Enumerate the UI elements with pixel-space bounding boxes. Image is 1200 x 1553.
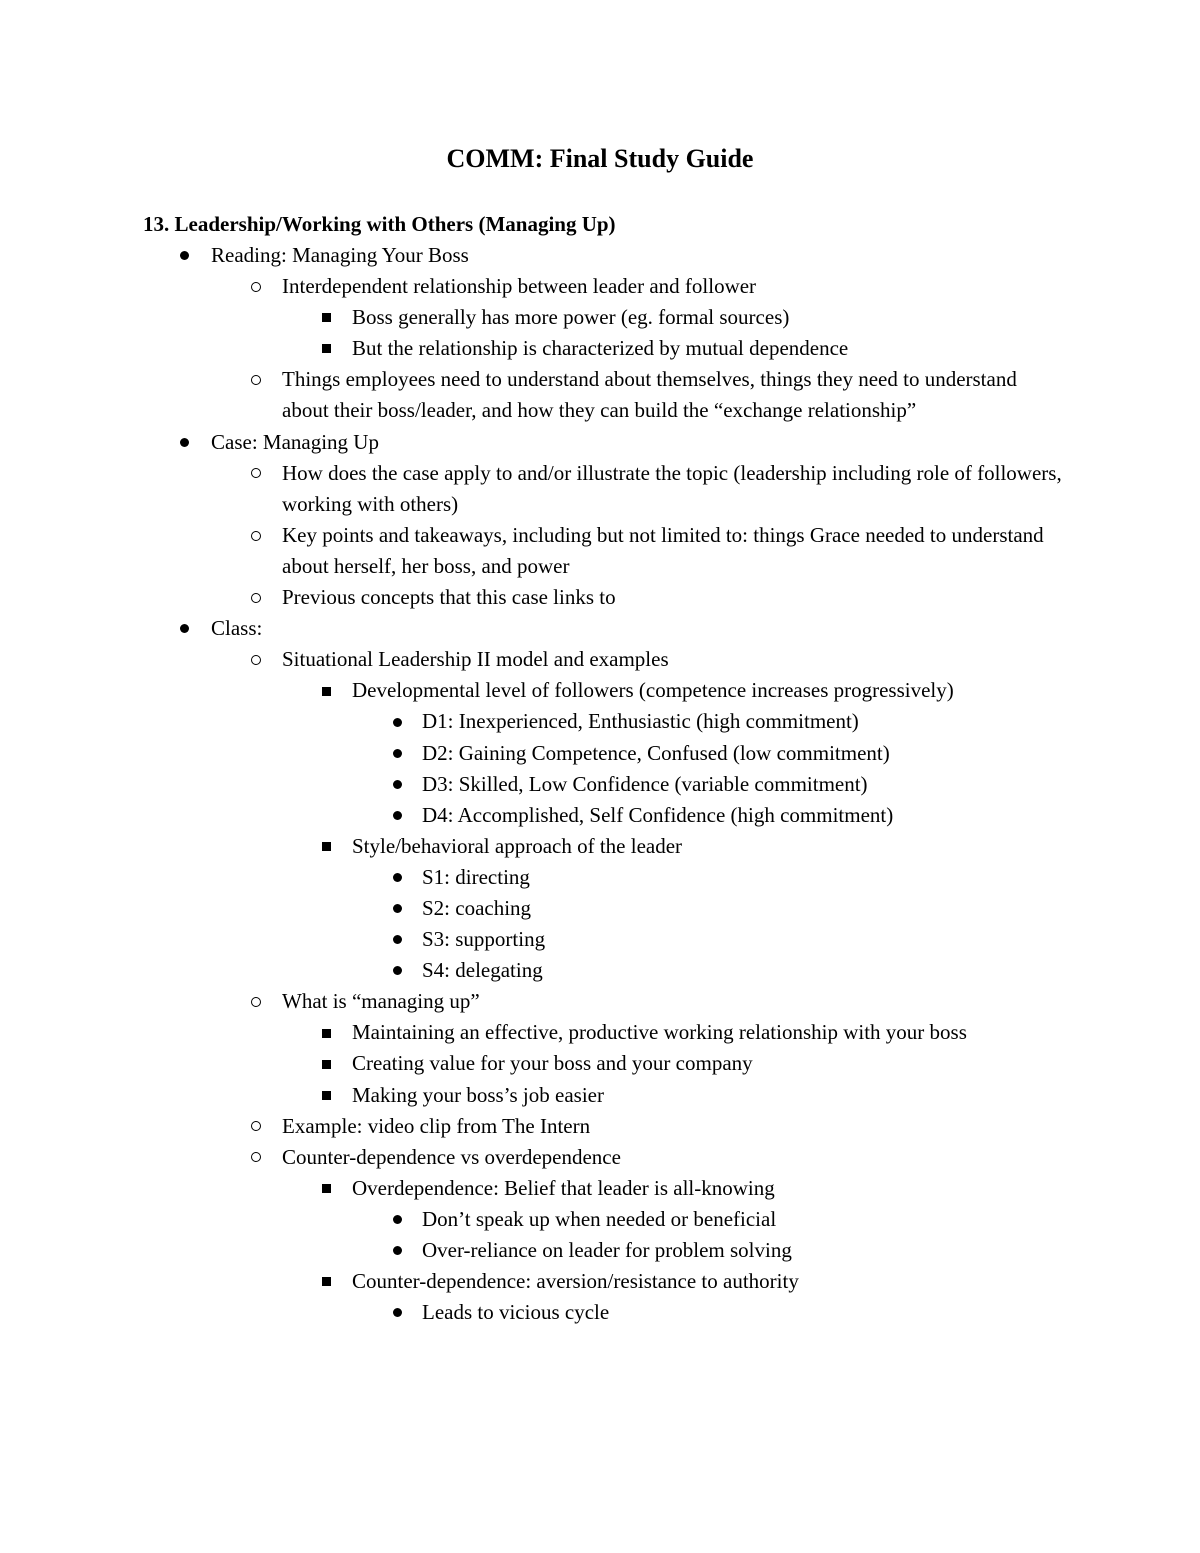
outline-item-level-4 bbox=[0, 769, 1062, 800]
outline-item-level-3 bbox=[0, 1017, 1062, 1048]
outline-item-text: D2: Gaining Competence, Confused (low commitment) bbox=[422, 740, 890, 765]
outline-item-level-2 bbox=[0, 271, 1062, 302]
bullet-icon bbox=[387, 738, 407, 769]
outline-item-text: Class: bbox=[211, 616, 263, 641]
square-bullet-icon bbox=[316, 1017, 336, 1048]
outline-item-text: Counter-dependence: aversion/resistance to authority bbox=[352, 1269, 799, 1294]
bullet-icon bbox=[174, 613, 194, 644]
bullet-icon bbox=[387, 893, 407, 924]
outline-item-level-4 bbox=[0, 1235, 1062, 1266]
circle-bullet-icon bbox=[246, 271, 266, 302]
outline-item-level-4 bbox=[0, 738, 1062, 769]
outline-item-level-4 bbox=[0, 1204, 1062, 1235]
outline-item-level-2 bbox=[0, 520, 1062, 582]
outline-item-level-4 bbox=[0, 800, 1062, 831]
outline-item-text: Situational Leadership II model and examples bbox=[282, 647, 669, 672]
circle-bullet-icon bbox=[246, 520, 266, 551]
outline-item-level-1 bbox=[0, 613, 1061, 644]
outline-item-text: Case: Managing Up bbox=[211, 429, 379, 454]
bullet-icon bbox=[387, 1204, 407, 1235]
outline-item-level-3 bbox=[0, 1080, 1062, 1111]
page-title: COMM: Final Study Guide bbox=[446, 144, 754, 173]
outline-item-level-2 bbox=[0, 364, 1062, 426]
outline-item-text: How does the case apply to and/or illustrate the topic (leadership including role of followers, working with others) bbox=[282, 460, 1062, 516]
outline-item-level-4 bbox=[0, 706, 1062, 737]
outline-item-text: Style/behavioral approach of the leader bbox=[352, 833, 683, 858]
outline-item-text: Over-reliance on leader for problem solving bbox=[422, 1238, 792, 1262]
square-bullet-icon bbox=[316, 333, 336, 364]
outline-item-level-2 bbox=[0, 644, 1062, 675]
circle-bullet-icon bbox=[246, 986, 266, 1017]
outline-item-level-4 bbox=[0, 893, 1062, 924]
outline-item-text: Making your boss’s job easier bbox=[352, 1082, 604, 1107]
outline-item-level-3 bbox=[0, 333, 1062, 364]
bullet-icon bbox=[387, 800, 407, 831]
bullet-icon bbox=[387, 1235, 407, 1266]
outline-item-text: Creating value for your boss and your company bbox=[352, 1051, 753, 1076]
outline-item-level-3 bbox=[0, 831, 1062, 862]
square-bullet-icon bbox=[316, 1048, 336, 1079]
square-bullet-icon bbox=[316, 831, 336, 862]
square-bullet-icon bbox=[316, 302, 336, 333]
square-bullet-icon bbox=[316, 1080, 336, 1111]
outline-item-text: D4: Accomplished, Self Confidence (high commitment) bbox=[422, 802, 894, 827]
outline-item-text: D3: Skilled, Low Confidence (variable commitment) bbox=[422, 771, 868, 796]
square-bullet-icon bbox=[316, 1266, 336, 1297]
outline-item-level-2 bbox=[0, 458, 1062, 520]
outline-item-level-3 bbox=[0, 1173, 1062, 1204]
circle-bullet-icon bbox=[246, 644, 266, 675]
section-heading: 13. Leadership/Working with Others (Managing Up) bbox=[143, 212, 616, 236]
bullet-icon bbox=[387, 862, 407, 893]
outline-item-text: But the relationship is characterized by mutual dependence bbox=[352, 336, 849, 361]
outline-item-text: Key points and takeaways, including but not limited to: things Grace needed to understand about herself, her boss, and power bbox=[282, 522, 1044, 578]
outline-item-text: Boss generally has more power (eg. formal sources) bbox=[352, 305, 790, 330]
bullet-icon bbox=[387, 924, 407, 955]
outline-item-text: S2: coaching bbox=[422, 895, 532, 920]
circle-bullet-icon bbox=[246, 1142, 266, 1173]
outline-item-level-3 bbox=[0, 302, 1062, 333]
outline-item-level-2 bbox=[0, 1111, 1062, 1142]
outline-item-text: Previous concepts that this case links to bbox=[282, 585, 616, 610]
bullet-icon bbox=[387, 706, 407, 737]
outline-item-level-2 bbox=[0, 986, 1062, 1017]
circle-bullet-icon bbox=[246, 582, 266, 613]
outline-list bbox=[0, 240, 1200, 1328]
outline-item-level-2 bbox=[0, 1142, 1062, 1173]
bullet-icon bbox=[387, 955, 407, 986]
outline-item-level-4 bbox=[0, 924, 1062, 955]
outline-item-level-4 bbox=[0, 1297, 1062, 1328]
outline-item-text: S1: directing bbox=[422, 864, 530, 889]
outline-item-level-2 bbox=[0, 582, 1062, 613]
outline-item-text: Example: video clip from The Intern bbox=[282, 1113, 591, 1138]
outline-item-text: S3: supporting bbox=[422, 927, 546, 952]
circle-bullet-icon bbox=[246, 364, 266, 395]
outline-item-text: Overdependence: Belief that leader is all-knowing bbox=[352, 1175, 775, 1200]
outline-item-level-4 bbox=[0, 862, 1062, 893]
outline-item-text: Counter-dependence vs overdependence bbox=[282, 1144, 621, 1169]
outline-item-level-3 bbox=[0, 1048, 1062, 1079]
outline-item-level-3 bbox=[0, 1266, 1062, 1297]
square-bullet-icon bbox=[316, 1173, 336, 1204]
bullet-icon bbox=[174, 427, 194, 458]
outline-item-text: Reading: Managing Your Boss bbox=[211, 243, 469, 267]
outline-item-level-4 bbox=[0, 955, 1062, 986]
bullet-icon bbox=[387, 769, 407, 800]
outline-item-text: Interdependent relationship between leader and follower bbox=[282, 274, 757, 299]
outline-item-text: Maintaining an effective, productive working relationship with your boss bbox=[352, 1020, 967, 1045]
outline-item-text: What is “managing up” bbox=[282, 989, 480, 1014]
outline-item-level-3 bbox=[0, 675, 1062, 706]
outline-item-text: Don’t speak up when needed or beneficial bbox=[422, 1206, 777, 1231]
circle-bullet-icon bbox=[246, 1111, 266, 1142]
bullet-icon bbox=[387, 1297, 407, 1328]
outline-item-text: Developmental level of followers (competence increases progressively) bbox=[352, 678, 954, 703]
outline-item-text: Leads to vicious cycle bbox=[422, 1300, 610, 1325]
bullet-icon bbox=[174, 240, 194, 271]
outline-item-text: S4: delegating bbox=[422, 958, 543, 983]
outline-item-text: Things employees need to understand about themselves, things they need to understand about their boss/leader, and how they can build the “exchange relationship” bbox=[282, 367, 1017, 423]
outline-item-text: D1: Inexperienced, Enthusiastic (high commitment) bbox=[422, 709, 859, 734]
circle-bullet-icon bbox=[246, 458, 266, 489]
outline-item-level-1 bbox=[0, 240, 1061, 271]
outline-item-level-1 bbox=[0, 427, 1061, 458]
square-bullet-icon bbox=[316, 675, 336, 706]
